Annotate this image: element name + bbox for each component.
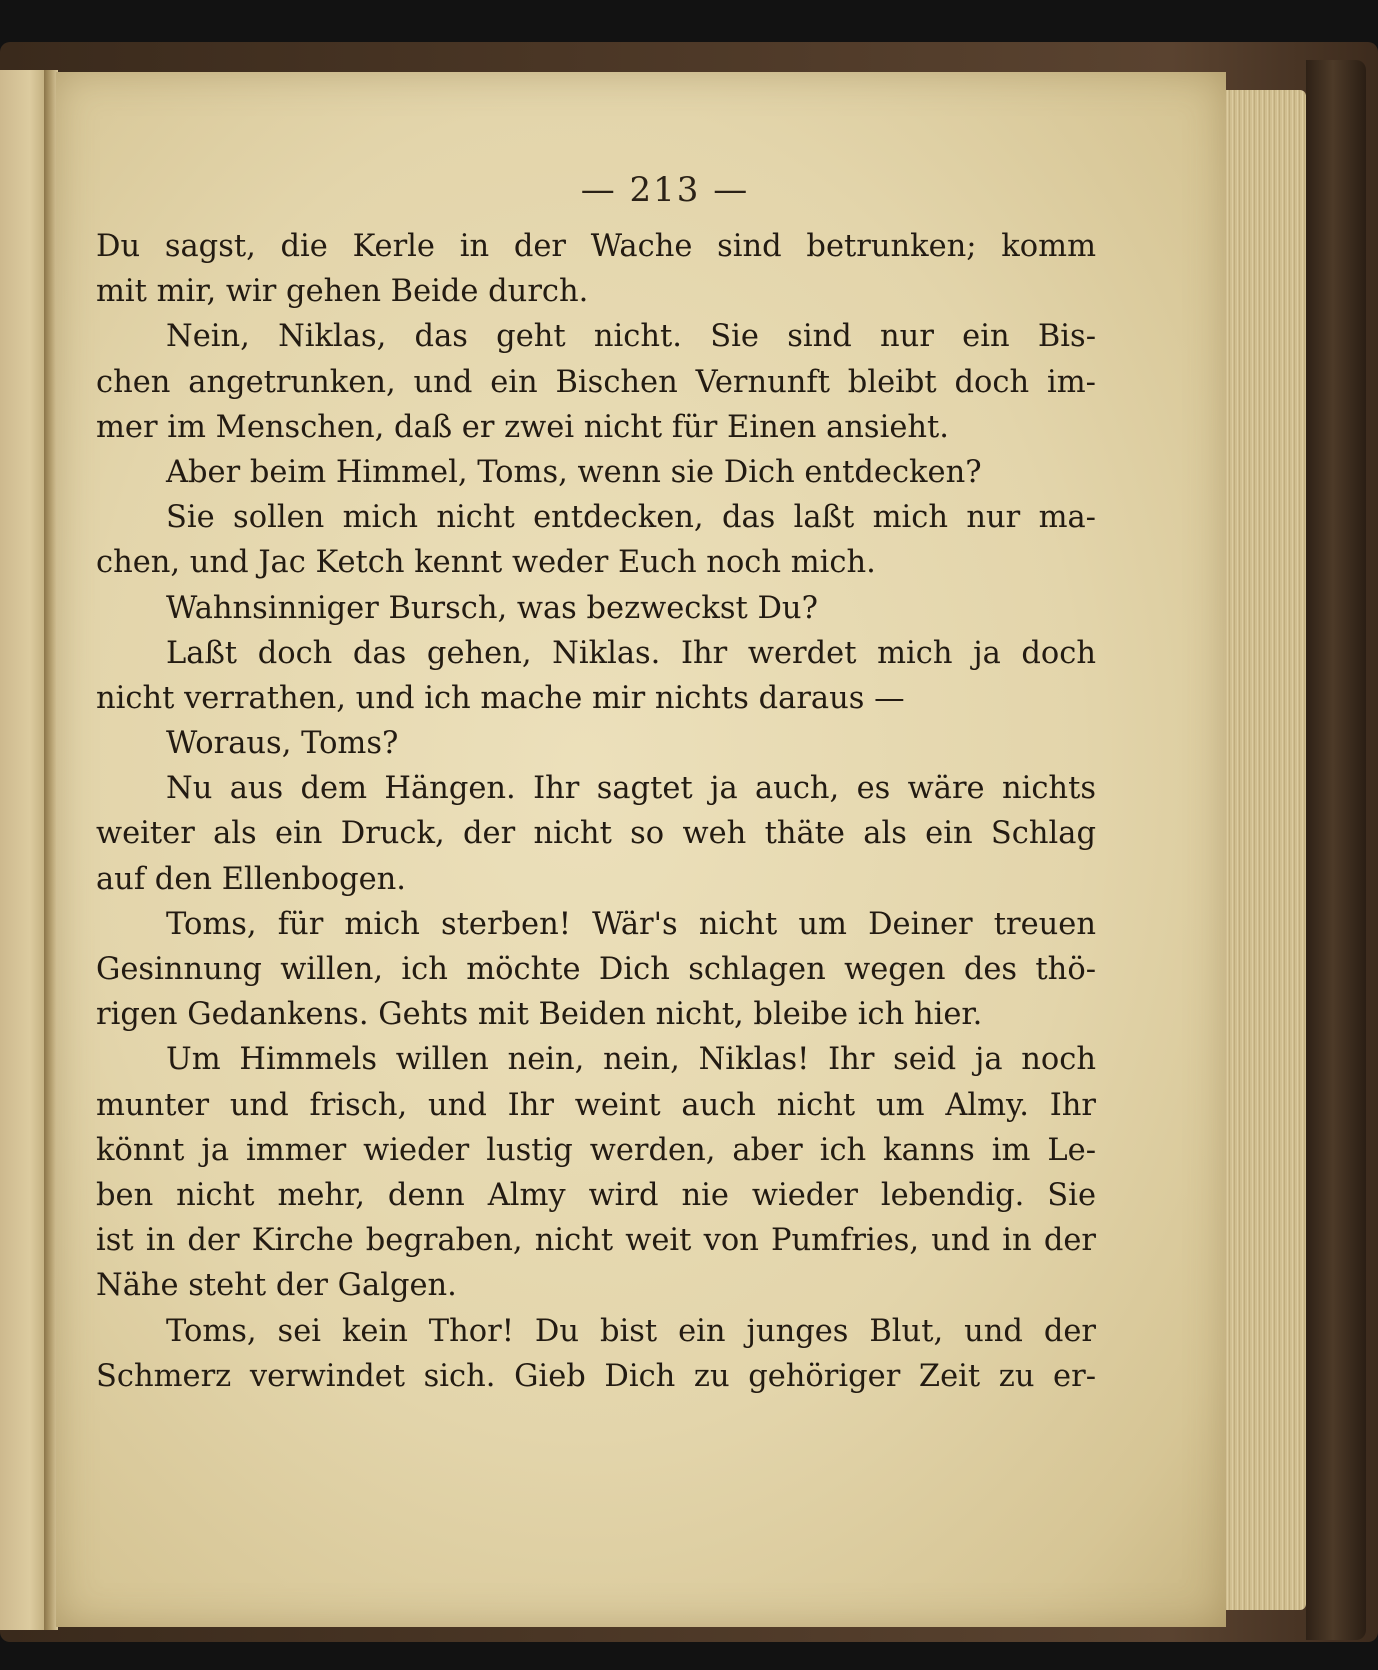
text-line: Nähe steht der Galgen. [96, 1268, 457, 1304]
text-line: Nu aus dem Hängen. Ihr sagtet ja auch, es wäre nichts [166, 771, 1096, 807]
text-line: Wahnsinniger Bursch, was bezweckst Du? [166, 590, 818, 626]
text-line: ist in der Kirche begraben, nicht weit von Pumfries, und in der [96, 1223, 1096, 1259]
text-line: Sie sollen mich nicht entdecken, das laßt mich nur ma- [166, 500, 1096, 536]
text-line: Laßt doch das gehen, Niklas. Ihr werdet mich ja doch [166, 635, 1096, 671]
text-line: Gesinnung willen, ich möchte Dich schlagen wegen des thö- [96, 952, 1096, 987]
text-line: könnt ja immer wieder lustig werden, aber ich kanns im Le- [96, 1132, 1096, 1168]
text-line: Woraus, Toms? [166, 726, 399, 762]
text-line: Toms, für mich sterben! Wär's nicht um Deiner treuen [166, 906, 1096, 942]
text-line: weiter als ein Druck, der nicht so weh thäte als ein Schlag [96, 816, 1096, 852]
page-edges [1226, 90, 1306, 1610]
text-line: Um Himmels willen nein, nein, Niklas! Ihr seid ja noch [166, 1042, 1096, 1078]
text-line: chen, und Jac Ketch kennt weder Euch noch mich. [96, 545, 876, 581]
text-line: nicht verrathen, und ich mache mir nichts daraus — [96, 680, 905, 716]
text-line: Du sagst, die Kerle in der Wache sind betrunken; komm [96, 229, 1096, 264]
text-line: Toms, sei kein Thor! Du bist ein junges Blut, und der [166, 1313, 1096, 1349]
text-line: rigen Gedankens. Gehts mit Beiden nicht, bleibe ich hier. [96, 997, 983, 1033]
left-facing-page [0, 70, 50, 1630]
text-line: Nein, Niklas, das geht nicht. Sie sind nur ein Bis- [166, 319, 1096, 355]
text-line: ben nicht mehr, denn Almy wird nie wieder lebendig. Sie [96, 1177, 1096, 1213]
text-line: chen angetrunken, und ein Bischen Vernunft bleibt doch im- [96, 364, 1096, 400]
text-line: mer im Menschen, daß er zwei nicht für Einen ansieht. [96, 409, 949, 445]
page-number: — 213 — [580, 170, 750, 210]
text-line: munter und frisch, und Ihr weint auch nicht um Almy. Ihr [96, 1087, 1096, 1123]
text-line: mit mir, wir gehen Beide durch. [96, 274, 589, 310]
text-line: Aber beim Himmel, Toms, wenn sie Dich entdecken? [166, 454, 982, 490]
text-line: auf den Ellenbogen. [96, 861, 406, 897]
text-line: Schmerz verwindet sich. Gieb Dich zu gehöriger Zeit zu er- [96, 1358, 1096, 1394]
book-board-edge [1306, 60, 1366, 1640]
page-text [96, 224, 1096, 1399]
